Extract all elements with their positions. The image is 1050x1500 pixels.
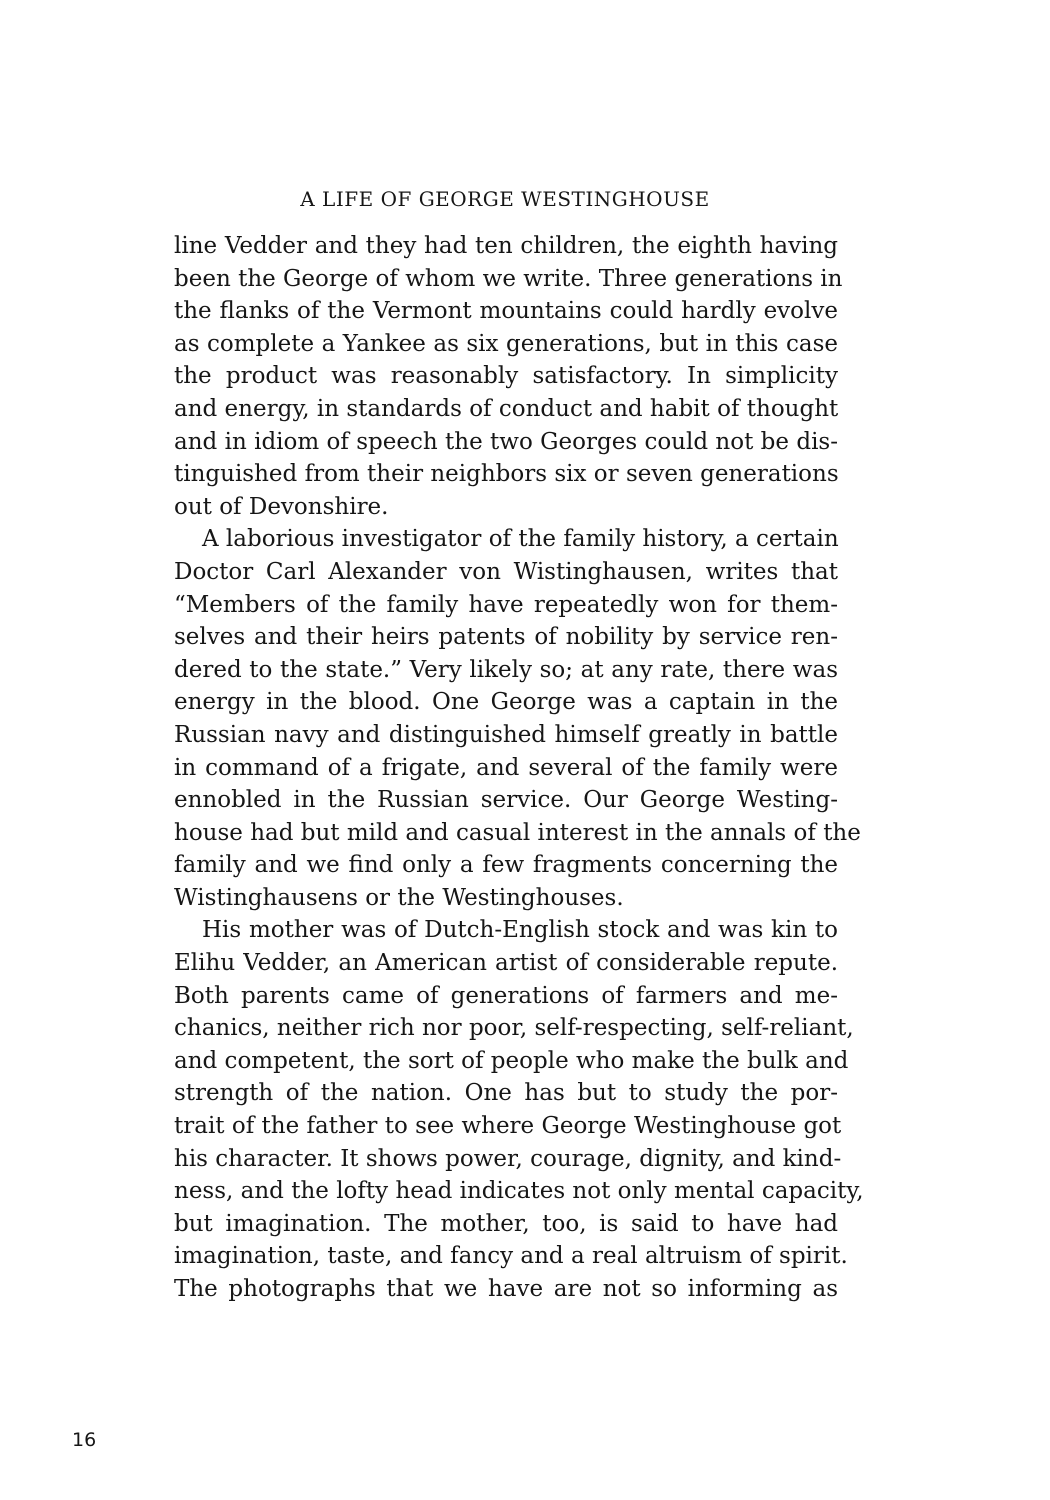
text-line: the product was reasonably satisfactory. In simplicity (174, 363, 838, 390)
text-line: Elihu Vedder, an American artist of considerable repute. (174, 950, 838, 977)
text-line: ness, and the lofty head indicates not only mental capacity, (174, 1178, 864, 1205)
text-line: family and we find only a few fragments concerning the (174, 852, 838, 879)
text-line: and competent, the sort of people who make the bulk and (174, 1047, 849, 1074)
text-line: his character. It shows power, courage, dignity, and kind- (174, 1145, 842, 1172)
text-line: line Vedder and they had ten children, the eighth having (174, 233, 838, 259)
text-line: His mother was of Dutch-English stock and was kin to (202, 917, 838, 944)
text-line: as complete a Yankee as six generations, but in this case (174, 330, 838, 357)
text-line: tinguished from their neighbors six or seven generations (174, 461, 839, 488)
text-line: energy in the blood. One George was a captain in the (174, 689, 838, 716)
running-head: A LIFE OF GEORGE WESTINGHOUSE (300, 187, 710, 211)
text-line: the flanks of the Vermont mountains could hardly evolve (174, 298, 838, 325)
text-line: and energy, in standards of conduct and habit of thought (174, 395, 839, 422)
text-line: chanics, neither rich nor poor, self-respecting, self-reliant, (174, 1015, 854, 1042)
text-line: Wistinghausens or the Westinghouses. (174, 884, 624, 911)
page-number: 16 (72, 1429, 97, 1451)
text-line: ennobled in the Russian service. Our George Westing- (174, 787, 838, 814)
text-line: trait of the father to see where George Westinghouse got (174, 1113, 842, 1140)
text-line: “Members of the family have repeatedly won for them- (174, 591, 838, 618)
text-line: Both parents came of generations of farmers and me- (174, 982, 838, 1009)
body-text (174, 230, 864, 1306)
text-line: dered to the state.” Very likely so; at any rate, there was (174, 656, 838, 683)
text-line: and in idiom of speech the two Georges could not be dis- (174, 428, 838, 455)
text-line: out of Devonshire. (174, 493, 389, 520)
text-line: Russian navy and distinguished himself greatly in battle (174, 721, 838, 748)
text-line: strength of the nation. One has but to study the por- (174, 1080, 838, 1107)
text-line: imagination, taste, and fancy and a real altruism of spirit. (174, 1243, 848, 1270)
text-line: selves and their heirs patents of nobility by service ren- (174, 624, 838, 651)
text-line: but imagination. The mother, too, is said to have had (174, 1210, 838, 1237)
text-line: A laborious investigator of the family history, a certain (202, 526, 839, 553)
text-line: house had but mild and casual interest in the annals of the (174, 819, 861, 846)
text-line: in command of a frigate, and several of the family were (174, 754, 838, 781)
text-line: been the George of whom we write. Three generations in (174, 265, 843, 292)
text-line: Doctor Carl Alexander von Wistinghausen, writes that (174, 558, 838, 585)
text-line: The photographs that we have are not so informing as (174, 1276, 838, 1302)
